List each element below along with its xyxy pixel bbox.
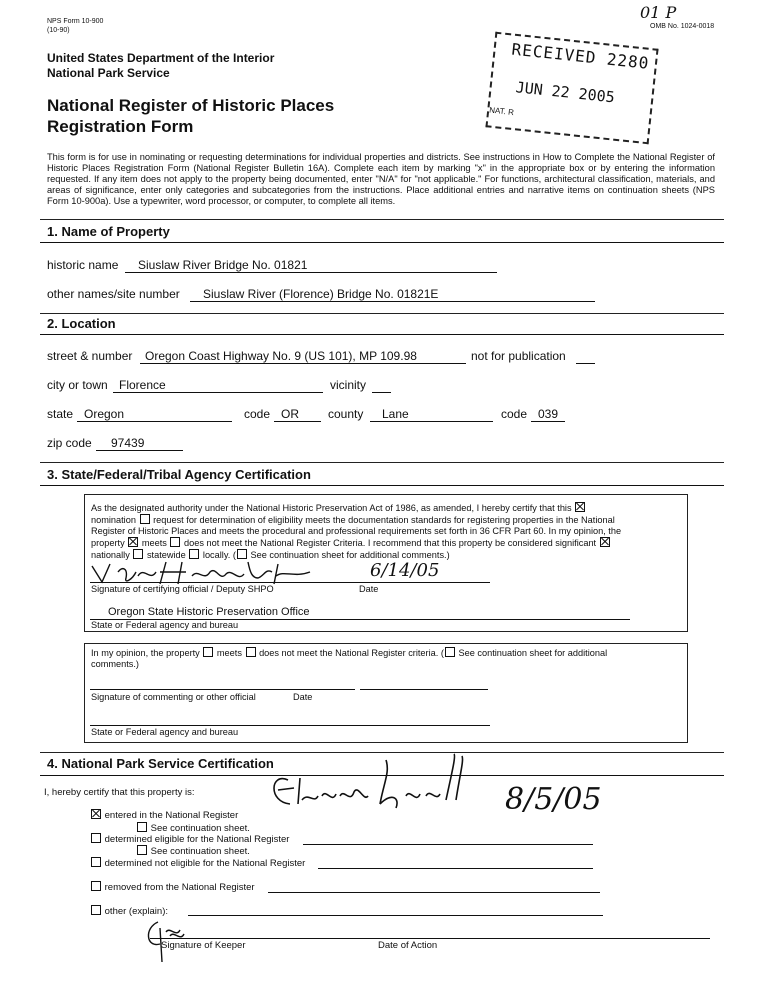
commenting-signature-label: Signature of commenting or other official [91, 692, 256, 702]
county-code-label: code [501, 407, 528, 421]
field-line [274, 421, 321, 422]
department: United States Department of the Interior [47, 51, 275, 65]
eligible-row [90, 833, 289, 845]
cert-line-1: As the designated authority under the National Historic Preservation Act of 1986, as amended, I hereby certify that this [91, 503, 572, 513]
opinion-e: comments.) [91, 659, 139, 669]
divider [40, 313, 724, 314]
not-for-publication-label: not for publication [471, 349, 566, 363]
not-eligible-row [90, 857, 305, 869]
state-code-value[interactable]: OR [281, 407, 299, 421]
historic-name-label: historic name [47, 258, 119, 272]
field-line [188, 915, 603, 916]
entered-row [90, 809, 238, 821]
other-label: other (explain): [104, 906, 169, 917]
not-eligible-checkbox[interactable] [91, 857, 101, 867]
field-line [318, 868, 593, 869]
shpo-date: 6/14/05 [370, 560, 440, 581]
cert-line-4b: meets [141, 538, 167, 548]
eligible-checkbox[interactable] [91, 833, 101, 843]
service: National Park Service [47, 66, 170, 80]
eligible-continuation-label: See continuation sheet. [150, 846, 250, 857]
field-line [113, 392, 323, 393]
divider [40, 485, 724, 486]
entered-continuation-checkbox[interactable] [137, 822, 147, 832]
cert-line-2a: nomination [91, 515, 136, 525]
signature-line [90, 689, 355, 690]
meets-checkbox[interactable] [128, 537, 138, 547]
stamp-date: JUN 22 2005 [514, 78, 616, 107]
opinion-d: See continuation sheet for additional [458, 648, 608, 658]
eligible-continuation-checkbox[interactable] [137, 845, 147, 855]
not-eligible-label: determined not eligible for the National Register [104, 858, 306, 869]
field-line [370, 421, 493, 422]
signature-line [90, 582, 490, 583]
keeper-label: Signature of Keeper [161, 940, 246, 951]
keeper-date: 8/5/05 [505, 782, 602, 817]
omb-handwriting: 01 P [640, 3, 677, 22]
other-row [90, 905, 168, 917]
cert-line-2b: request for determination of eligibility meets the documentation standards for registering properties in the National [153, 515, 615, 525]
state-label: state [47, 407, 74, 421]
form-number: NPS Form 10-900 [47, 18, 104, 25]
opinion-a: In my opinion, the property [91, 648, 200, 658]
section-2-heading: 2. Location [47, 316, 116, 331]
cert-line-4c: does not meet the National Register Criteria. I recommend that this property be considered significant [184, 538, 597, 548]
section-4-heading: 4. National Park Service Certification [47, 756, 274, 771]
removed-row [90, 881, 255, 893]
cert-line-4a: property [91, 538, 125, 548]
omb-number: OMB No. 1024-0018 [650, 23, 715, 30]
opinion-text [91, 647, 681, 670]
entered-continuation-label: See continuation sheet. [150, 823, 250, 834]
field-line [268, 892, 600, 893]
date-line [360, 689, 488, 690]
certification-text [91, 502, 681, 561]
field-line [140, 363, 466, 364]
nomination-checkbox[interactable] [575, 502, 585, 512]
historic-name-value[interactable]: Siuslaw River Bridge No. 01821 [138, 258, 308, 272]
date-of-action-label: Date of Action [378, 940, 438, 951]
county-label: county [328, 407, 364, 421]
divider [40, 334, 724, 335]
cert-line-5a: nationally [91, 550, 130, 560]
stamp-partial: NAT. R [488, 105, 515, 118]
field-line [303, 844, 593, 845]
keeper-signature-line [150, 938, 710, 939]
section-3-heading: 3. State/Federal/Tribal Agency Certification [47, 467, 311, 482]
intro-text: This form is for use in nominating or requesting determinations for individual properties and districts. See instructions in How to Complete the National Register of Historic Places Registration Form (National Register Bulletin 16A). Complete each item by marking "x" in the appropriate box or by entering the information requested. If any item does not apply to the property being documented, enter "N/A" for "not applicable." For functions, architectural classification, materials, and areas of significance, enter only categories and subcategories from the instructions. Place additional entries and narrative items on continuation sheets (NPS Form 10-900a). Use a typewriter, word processor, or computer, to complete all items. [47, 152, 715, 206]
significant-checkbox[interactable] [600, 537, 610, 547]
field-line [576, 363, 595, 364]
agency-label-2: State or Federal agency and bureau [91, 727, 239, 737]
field-line [96, 450, 183, 451]
opinion-meets-checkbox[interactable] [203, 647, 213, 657]
city-label: city or town [47, 378, 108, 392]
cert-line-5d: See continuation sheet for additional comments.) [250, 550, 450, 560]
street-label: street & number [47, 349, 133, 363]
form-date: (10-90) [47, 27, 70, 34]
zip-label: zip code [47, 436, 92, 450]
form-title-1: National Register of Historic Places [47, 96, 335, 115]
request-checkbox[interactable] [140, 514, 150, 524]
other-names-label: other names/site number [47, 287, 180, 301]
cert-line-5b: statewide [146, 550, 186, 560]
field-line [77, 421, 232, 422]
keeper-signature [260, 752, 470, 822]
section-1-heading: 1. Name of Property [47, 224, 170, 239]
field-line [125, 272, 497, 273]
form-title-2: Registration Form [47, 117, 194, 136]
divider [40, 462, 724, 463]
agency-label: State or Federal agency and bureau [91, 620, 239, 630]
stamp-received: RECEIVED 2280 [510, 39, 651, 73]
divider [40, 242, 724, 243]
received-stamp [485, 32, 658, 145]
divider [40, 219, 724, 220]
field-line [372, 392, 391, 393]
opinion-c: does not meet the National Register criteria. ( [259, 648, 444, 658]
shpo-date-label: Date [359, 584, 379, 594]
keeper-initials [140, 918, 190, 968]
eligible-label: determined eligible for the National Register [104, 834, 290, 845]
entered-label: entered in the National Register [104, 810, 239, 821]
other-names-value[interactable]: Siuslaw River (Florence) Bridge No. 01821E [203, 287, 439, 301]
cert-line-5c: locally. ( [202, 550, 236, 560]
removed-label: removed from the National Register [104, 882, 255, 893]
field-line [190, 301, 595, 302]
city-value[interactable]: Florence [119, 378, 166, 392]
street-value[interactable]: Oregon Coast Highway No. 9 (US 101), MP 109.98 [145, 349, 417, 363]
opinion-b: meets [216, 648, 242, 658]
field-line [90, 725, 490, 726]
vicinity-label: vicinity [330, 378, 367, 392]
shpo-signature-label: Signature of certifying official / Deputy SHPO [91, 584, 274, 594]
cert-line-3: Register of Historic Places and meets the procedural and professional requirements set forth in 36 CFR Part 60. In my opinion, the [91, 526, 622, 536]
other-checkbox[interactable] [91, 905, 101, 915]
county-value[interactable]: Lane [382, 407, 409, 421]
opinion-continuation-checkbox[interactable] [445, 647, 455, 657]
does-not-meet-checkbox[interactable] [170, 537, 180, 547]
entered-checkbox[interactable] [91, 809, 101, 819]
agency-value[interactable]: Oregon State Historic Preservation Office [108, 606, 310, 618]
opinion-does-not-meet-checkbox[interactable] [246, 647, 256, 657]
nps-intro: I, hereby certify that this property is: [44, 787, 195, 798]
state-value[interactable]: Oregon [84, 407, 125, 421]
commenting-date-label: Date [293, 692, 313, 702]
field-line [531, 421, 565, 422]
state-code-label: code [244, 407, 271, 421]
zip-value[interactable]: 97439 [111, 436, 145, 450]
county-code-value[interactable]: 039 [538, 407, 559, 421]
removed-checkbox[interactable] [91, 881, 101, 891]
eligible-continuation [136, 845, 250, 857]
